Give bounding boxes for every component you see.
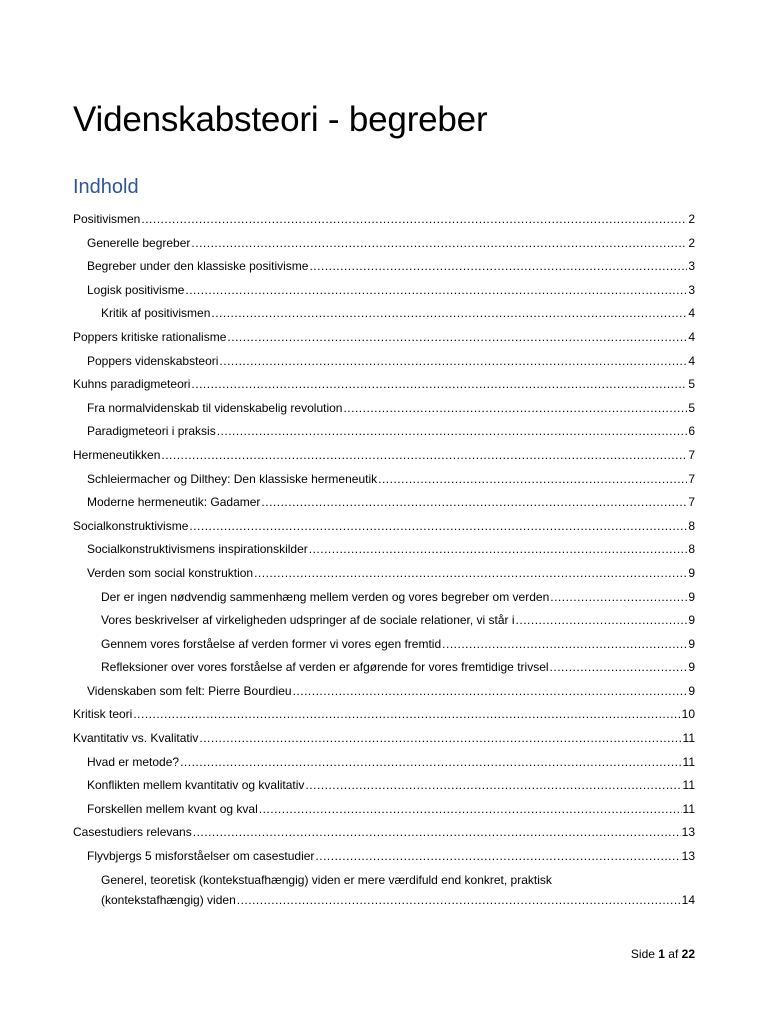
toc-entry[interactable] [73, 422, 695, 446]
toc-entry[interactable] [73, 517, 695, 541]
toc-entry-page: 9 [688, 589, 695, 604]
toc-entry-page: 5 [688, 377, 695, 392]
document-title: Videnskabsteori - begreber [73, 100, 488, 139]
toc-entry-title: Socialkonstruktivisme [73, 518, 189, 533]
toc-leader-dots [516, 611, 688, 629]
toc-entry-page: 7 [688, 471, 695, 486]
toc-entry-page: 13 [681, 849, 695, 864]
toc-leader-dots [219, 352, 687, 370]
toc-leader-dots [550, 588, 687, 606]
toc-entry-title: Positivismen [73, 212, 141, 226]
toc-leader-dots [189, 517, 687, 535]
toc-entry-page: 14 [681, 892, 695, 907]
toc-entry-title: Flyvbjergs 5 misforståelser om casestudier [87, 849, 315, 864]
toc-entry-title: Der er ingen nødvendig sammenhæng mellem verden og vores begreber om verden [101, 589, 550, 604]
toc-leader-dots [211, 304, 687, 322]
toc-entry-title: Poppers videnskabsteori [87, 353, 219, 368]
toc-leader-dots [185, 281, 687, 299]
toc-entry[interactable] [73, 823, 695, 847]
toc-entry[interactable] [73, 352, 695, 376]
toc-entry[interactable] [73, 588, 695, 612]
toc-entry[interactable] [73, 564, 695, 588]
toc-entry[interactable] [73, 399, 695, 423]
toc-entry-page: 11 [682, 801, 695, 816]
toc-leader-dots [309, 540, 688, 558]
toc-entry[interactable] [73, 871, 695, 913]
toc-entry-page: 2 [688, 212, 695, 226]
toc-entry-page: 4 [688, 306, 695, 321]
toc-entry[interactable] [73, 658, 695, 682]
toc-entry[interactable] [73, 304, 695, 328]
toc-entry[interactable] [73, 493, 695, 517]
toc-entry-title: Konflikten mellem kvantitativ og kvalitativ [87, 778, 305, 793]
toc-entry-title: Fra normalvidenskab til videnskabelig revolution [87, 400, 343, 415]
toc-leader-dots [191, 234, 687, 252]
toc-leader-dots [259, 800, 682, 818]
toc-entry-title: Vores beskrivelser af virkeligheden udspringer af de sociale relationer, vi står i [101, 613, 515, 628]
toc-entry[interactable] [73, 446, 695, 470]
toc-entry-page: 4 [688, 353, 695, 368]
toc-entry-title: Kvantitativ vs. Kvalitativ [73, 731, 199, 746]
page-number-footer [631, 947, 695, 961]
toc-entry-title: Begreber under den klassiske positivisme [87, 259, 309, 274]
toc-leader-dots [293, 682, 688, 700]
toc-leader-dots [133, 705, 680, 723]
toc-entry[interactable] [73, 210, 695, 234]
toc-entry-title: Generel, teoretisk (kontekstuafhængig) viden er mere værdifuld end konkret, praktisk [101, 872, 552, 887]
toc-entry[interactable] [73, 328, 695, 352]
toc-entry[interactable] [73, 705, 695, 729]
toc-leader-dots [193, 823, 681, 841]
toc-entry[interactable] [73, 800, 695, 824]
toc-leader-dots [141, 210, 687, 228]
toc-entry-title: Moderne hermeneutik: Gadamer [87, 495, 261, 510]
toc-leader-dots [550, 658, 688, 676]
toc-entry[interactable] [73, 611, 695, 635]
toc-entry-page: 4 [688, 329, 695, 344]
toc-entry-title-cont: (kontekstafhængig) viden [101, 892, 236, 907]
toc-entry-title: Refleksioner over vores forståelse af verden er afgørende for vores fremtidige trivsel [101, 660, 549, 675]
toc-entry-page: 9 [688, 613, 695, 628]
toc-entry[interactable] [73, 635, 695, 659]
toc-entry[interactable] [73, 281, 695, 305]
toc-entry[interactable] [73, 682, 695, 706]
toc-entry-title: Schleiermacher og Dilthey: Den klassiske hermeneutik [87, 471, 378, 486]
footer-middle: af [664, 947, 682, 961]
toc-entry-page: 8 [688, 518, 695, 533]
toc-entry-page: 3 [688, 282, 695, 297]
toc-entry-page: 7 [688, 495, 695, 510]
toc-entry-title: Generelle begreber [87, 235, 191, 250]
toc-entry-page: 9 [688, 565, 695, 580]
toc-leader-dots [254, 564, 687, 582]
toc-entry[interactable] [73, 776, 695, 800]
toc-leader-dots [227, 328, 687, 346]
table-of-contents [73, 210, 695, 913]
toc-entry[interactable] [73, 540, 695, 564]
toc-leader-dots [315, 847, 680, 865]
toc-entry-title: Socialkonstruktivismens inspirationskilder [87, 542, 308, 557]
footer-total-pages: 22 [681, 947, 695, 961]
toc-entry-page: 9 [688, 660, 695, 675]
toc-leader-dots [261, 493, 687, 511]
toc-entry-page: 11 [682, 754, 695, 769]
toc-entry-page: 7 [688, 447, 695, 462]
toc-entry-title: Kritik af positivismen [101, 306, 211, 321]
toc-entry-title: Logisk positivisme [87, 282, 185, 297]
toc-entry[interactable] [73, 729, 695, 753]
toc-leader-dots [442, 635, 687, 653]
toc-entry-page: 2 [688, 235, 695, 250]
toc-entry-title: Gennem vores forståelse af verden former vi vores egen fremtid [101, 636, 442, 651]
toc-entry-title: Hermeneutikken [73, 447, 161, 462]
toc-entry[interactable] [73, 375, 695, 399]
toc-leader-dots [191, 375, 687, 393]
toc-entry-title: Forskellen mellem kvant og kval [87, 801, 258, 816]
toc-entry[interactable] [73, 847, 695, 871]
toc-entry-page: 3 [688, 259, 695, 274]
toc-leader-dots [161, 446, 687, 464]
toc-entry-page: 9 [688, 683, 695, 698]
toc-entry-page: 6 [688, 424, 695, 439]
toc-entry[interactable] [73, 234, 695, 258]
toc-entry-title: Poppers kritiske rationalisme [73, 329, 227, 344]
toc-entry-page: 13 [681, 825, 695, 840]
toc-entry-page: 5 [688, 400, 695, 415]
toc-entry[interactable] [73, 753, 695, 777]
toc-entry-title: Casestudiers relevans [73, 825, 192, 840]
footer-prefix: Side [630, 947, 659, 961]
toc-entry[interactable] [73, 470, 695, 494]
toc-entry-title: Kritisk teori [73, 707, 133, 722]
toc-heading: Indhold [73, 176, 139, 198]
toc-leader-dots [217, 422, 688, 440]
toc-leader-dots [309, 257, 687, 275]
toc-leader-dots [199, 729, 681, 747]
toc-entry-page: 9 [688, 636, 695, 651]
toc-leader-dots [305, 776, 681, 794]
toc-leader-dots [378, 470, 687, 488]
toc-entry-title: Kuhns paradigmeteori [73, 377, 191, 392]
toc-leader-dots [180, 753, 681, 771]
toc-entry-title: Videnskaben som felt: Pierre Bourdieu [87, 683, 292, 698]
toc-entry-page: 11 [682, 731, 695, 746]
toc-entry-page: 8 [688, 542, 695, 557]
toc-entry[interactable] [73, 257, 695, 281]
toc-entry-title: Hvad er metode? [87, 754, 180, 769]
toc-leader-dots [343, 399, 687, 417]
toc-entry-title: Verden som social konstruktion [87, 565, 254, 580]
toc-entry-page: 11 [682, 778, 695, 793]
toc-leader-dots [237, 891, 681, 909]
footer-current-page: 1 [658, 947, 665, 961]
toc-entry-page: 10 [681, 707, 695, 722]
toc-entry-title: Paradigmeteori i praksis [87, 424, 216, 439]
